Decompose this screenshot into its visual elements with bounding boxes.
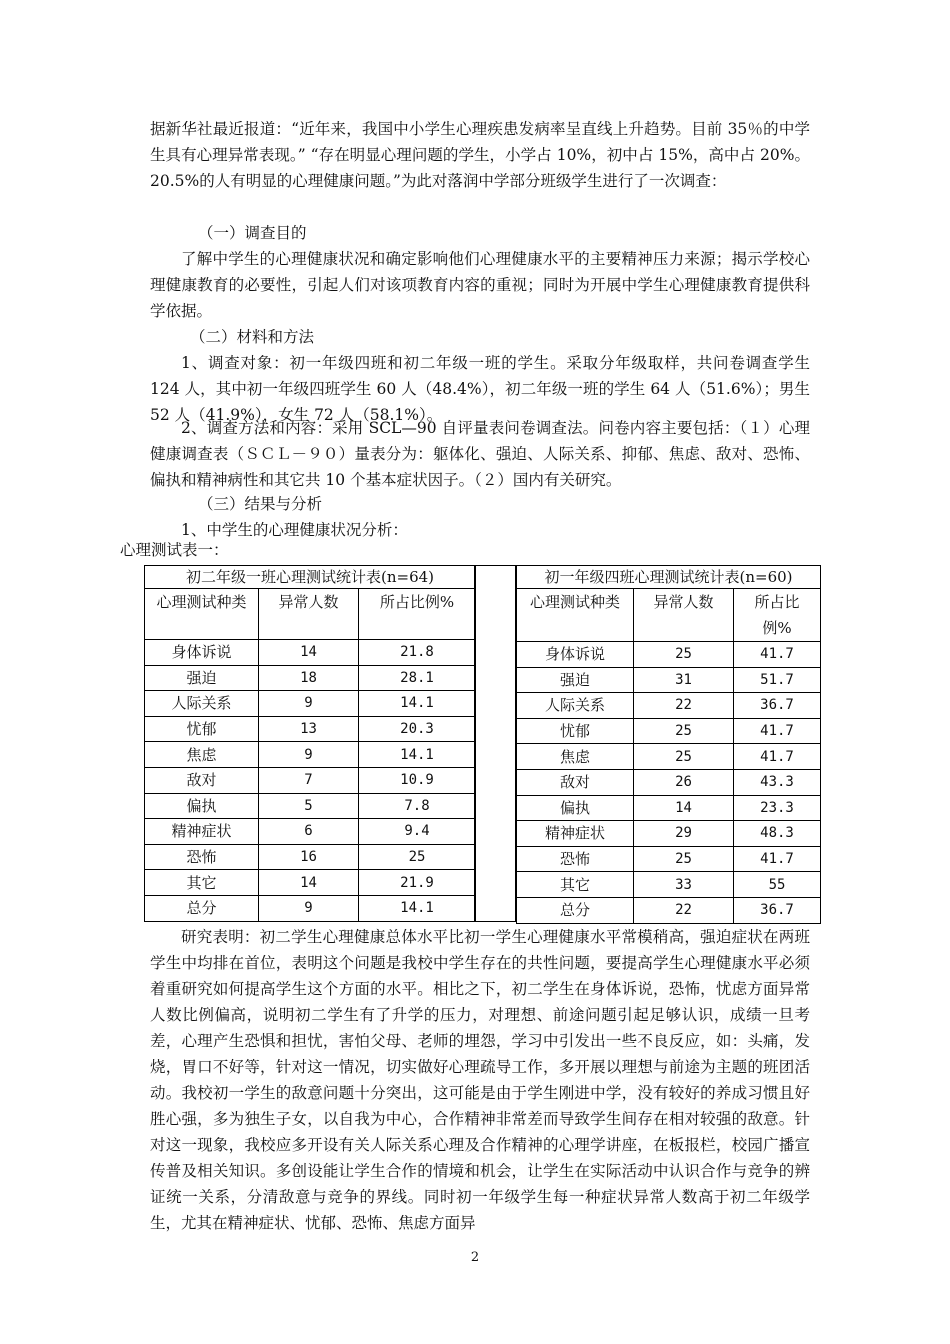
section2-paragraph-2: 2、调查方法和内容：采用 SCL—90 自评量表问卷调查法。问卷内容主要包括：（１）心理健康调查表（ＳＣＬ－９０）量表分为：躯体化、强迫、人际关系、抑郁、焦虑、敌对、恐怖、偏执和精神病性和其它共 10 个基本症状因子。（２）国内有关研究。: [150, 419, 810, 489]
abnormal-count: 18: [259, 665, 359, 691]
table-row: [517, 769, 821, 795]
table-class2-1: [144, 565, 476, 922]
percentage: 21.8: [359, 640, 476, 666]
section3-subtitle: 1、中学生的心理健康状况分析：: [181, 521, 408, 539]
row-label: 人际关系: [145, 691, 259, 717]
abnormal-count: 14: [259, 640, 359, 666]
row-label: 强迫: [145, 665, 259, 691]
row-label: 其它: [517, 872, 634, 898]
column-header: 心理测试种类: [517, 589, 634, 642]
table-row: [517, 821, 821, 847]
abnormal-count: 13: [259, 716, 359, 742]
column-header: 心理测试种类: [145, 589, 259, 640]
percentage: 36.7: [734, 693, 821, 719]
table-row: [517, 744, 821, 770]
page-number: 2: [470, 1250, 480, 1265]
table-header-row: [517, 589, 821, 642]
row-label: 强迫: [517, 667, 634, 693]
table-row: [145, 716, 476, 742]
column-header: 所占比例%: [734, 589, 821, 642]
row-label: 焦虑: [145, 742, 259, 768]
percentage: 55: [734, 872, 821, 898]
abnormal-count: 9: [259, 691, 359, 717]
percentage: 9.4: [359, 819, 476, 845]
abnormal-count: 7: [259, 767, 359, 793]
abnormal-count: 9: [259, 742, 359, 768]
table-row: [145, 844, 476, 870]
section2-title: （二）材料和方法: [190, 328, 315, 346]
table-caption: 心理测试表一：: [120, 541, 229, 559]
abnormal-count: 25: [634, 744, 734, 770]
abnormal-count: 25: [634, 846, 734, 872]
abnormal-count: 6: [259, 819, 359, 845]
row-label: 敌对: [145, 767, 259, 793]
row-label: 偏执: [517, 795, 634, 821]
table-row: [145, 742, 476, 768]
table-title-row: [145, 566, 476, 589]
table-title: 初一年级四班心理测试统计表(n=60): [517, 566, 821, 589]
table-row: [517, 667, 821, 693]
section1-title: （一）调查目的: [198, 224, 307, 242]
percentage: 14.1: [359, 895, 476, 921]
percentage: 25: [359, 844, 476, 870]
percentage: 43.3: [734, 769, 821, 795]
percentage: 10.9: [359, 767, 476, 793]
table-row: [145, 640, 476, 666]
abnormal-count: 25: [634, 718, 734, 744]
percentage: 14.1: [359, 691, 476, 717]
table-row: [517, 897, 821, 923]
percentage: 23.3: [734, 795, 821, 821]
percentage: 36.7: [734, 897, 821, 923]
table-row: [145, 793, 476, 819]
section2-paragraph-1: 1、调查对象：初一年级四班和初二年级一班的学生。采取分年级取样，共问卷调查学生 124 人，其中初一年级四班学生 60 人（48.4%），初二年级一班的学生 64 人（51.6%）；男生 52 人（41.9%），女生 72 人（58.1%）。: [150, 354, 810, 424]
percentage: 41.7: [734, 744, 821, 770]
row-label: 精神症状: [517, 821, 634, 847]
percentage: 41.7: [734, 642, 821, 668]
table-header-row: [145, 589, 476, 640]
abnormal-count: 22: [634, 897, 734, 923]
row-label: 身体诉说: [145, 640, 259, 666]
abnormal-count: 14: [634, 795, 734, 821]
table-row: [517, 795, 821, 821]
table-row: [145, 819, 476, 845]
row-label: 恐怖: [145, 844, 259, 870]
abnormal-count: 22: [634, 693, 734, 719]
percentage: 41.7: [734, 718, 821, 744]
abnormal-count: 14: [259, 870, 359, 896]
table-row: [145, 665, 476, 691]
row-label: 身体诉说: [517, 642, 634, 668]
row-label: 偏执: [145, 793, 259, 819]
intro-paragraph: 据新华社最近报道：“近年来，我国中小学生心理疾患发病率呈直线上升趋势。目前 35％的中学生具有心理异常表现。” “存在明显心理问题的学生，小学占 10%，初中占 15%，高中占 20%。20.5%的人有明显的心理健康问题。”为此对落润中学部分班级学生进行了一次调查：: [150, 120, 810, 190]
row-label: 焦虑: [517, 744, 634, 770]
abnormal-count: 33: [634, 872, 734, 898]
row-label: 忧郁: [145, 716, 259, 742]
percentage: 51.7: [734, 667, 821, 693]
table-class1-4: [516, 565, 821, 924]
abnormal-count: 9: [259, 895, 359, 921]
row-label: 其它: [145, 870, 259, 896]
row-label: 人际关系: [517, 693, 634, 719]
percentage: 21.9: [359, 870, 476, 896]
table-row: [145, 895, 476, 921]
section3-title: （三）结果与分析: [198, 495, 323, 513]
section1-text: 了解中学生的心理健康状况和确定影响他们心理健康水平的主要精神压力来源；揭示学校心理健康教育的必要性，引起人们对该项教育内容的重视；同时为开展中学生心理健康教育提供科学依据。: [150, 250, 810, 320]
analysis-paragraph: 研究表明：初二学生心理健康总体水平比初一学生心理健康水平常模稍高，强迫症状在两班学生中均排在首位，表明这个问题是我校中学生存在的共性问题，要提高学生心理健康水平必须着重研究如何提高学生这个方面的水平。相比之下，初二学生在身体诉说，恐怖，忧虑方面异常人数比例偏高，说明初二学生有了升学的压力，对理想、前途问题引起足够认识，成绩一旦考差，心理产生恐惧和担忧，害怕父母、老师的埋怨，学习中引发出一些不良反应，如：头痛，发烧，胃口不好等，针对这一情况，切实做好心理疏导工作，多开展以理想与前途为主题的班团活动。我校初一学生的敌意问题十分突出，这可能是由于学生刚进中学，没有较好的养成习惯且好胜心强，多为独生子女，以自我为中心，合作精神非常差而导致学生间存在相对较强的敌意。针对这一现象，我校应多开设有关人际关系心理及合作精神的心理学讲座，在板报栏，校园广播宣传普及相关知识。多创设能让学生合作的情境和机会，让学生在实际活动中认识合作与竞争的辨证统一关系，分清敌意与竞争的界线。同时初一年级学生每一种症状异常人数高于初二年级学生，尤其在精神症状、忧郁、恐怖、焦虑方面异: [150, 928, 810, 1232]
percentage: 41.7: [734, 846, 821, 872]
table-row: [517, 693, 821, 719]
abnormal-count: 31: [634, 667, 734, 693]
percentage: 20.3: [359, 716, 476, 742]
table-row: [145, 870, 476, 896]
column-header: 异常人数: [259, 589, 359, 640]
table-row: [517, 846, 821, 872]
percentage: 28.1: [359, 665, 476, 691]
column-header: 异常人数: [634, 589, 734, 642]
row-label: 总分: [517, 897, 634, 923]
table-row: [517, 718, 821, 744]
abnormal-count: 25: [634, 642, 734, 668]
percentage: 7.8: [359, 793, 476, 819]
percentage: 48.3: [734, 821, 821, 847]
abnormal-count: 5: [259, 793, 359, 819]
row-label: 精神症状: [145, 819, 259, 845]
table-row: [517, 642, 821, 668]
table-title-row: [517, 566, 821, 589]
row-label: 恐怖: [517, 846, 634, 872]
table-row: [145, 691, 476, 717]
row-label: 忧郁: [517, 718, 634, 744]
row-label: 敌对: [517, 769, 634, 795]
column-header: 所占比例%: [359, 589, 476, 640]
abnormal-count: 16: [259, 844, 359, 870]
abnormal-count: 29: [634, 821, 734, 847]
abnormal-count: 26: [634, 769, 734, 795]
percentage: 14.1: [359, 742, 476, 768]
table-title: 初二年级一班心理测试统计表(n=64): [145, 566, 476, 589]
table-row: [517, 872, 821, 898]
table-row: [145, 767, 476, 793]
row-label: 总分: [145, 895, 259, 921]
table-separator: [474, 565, 516, 922]
